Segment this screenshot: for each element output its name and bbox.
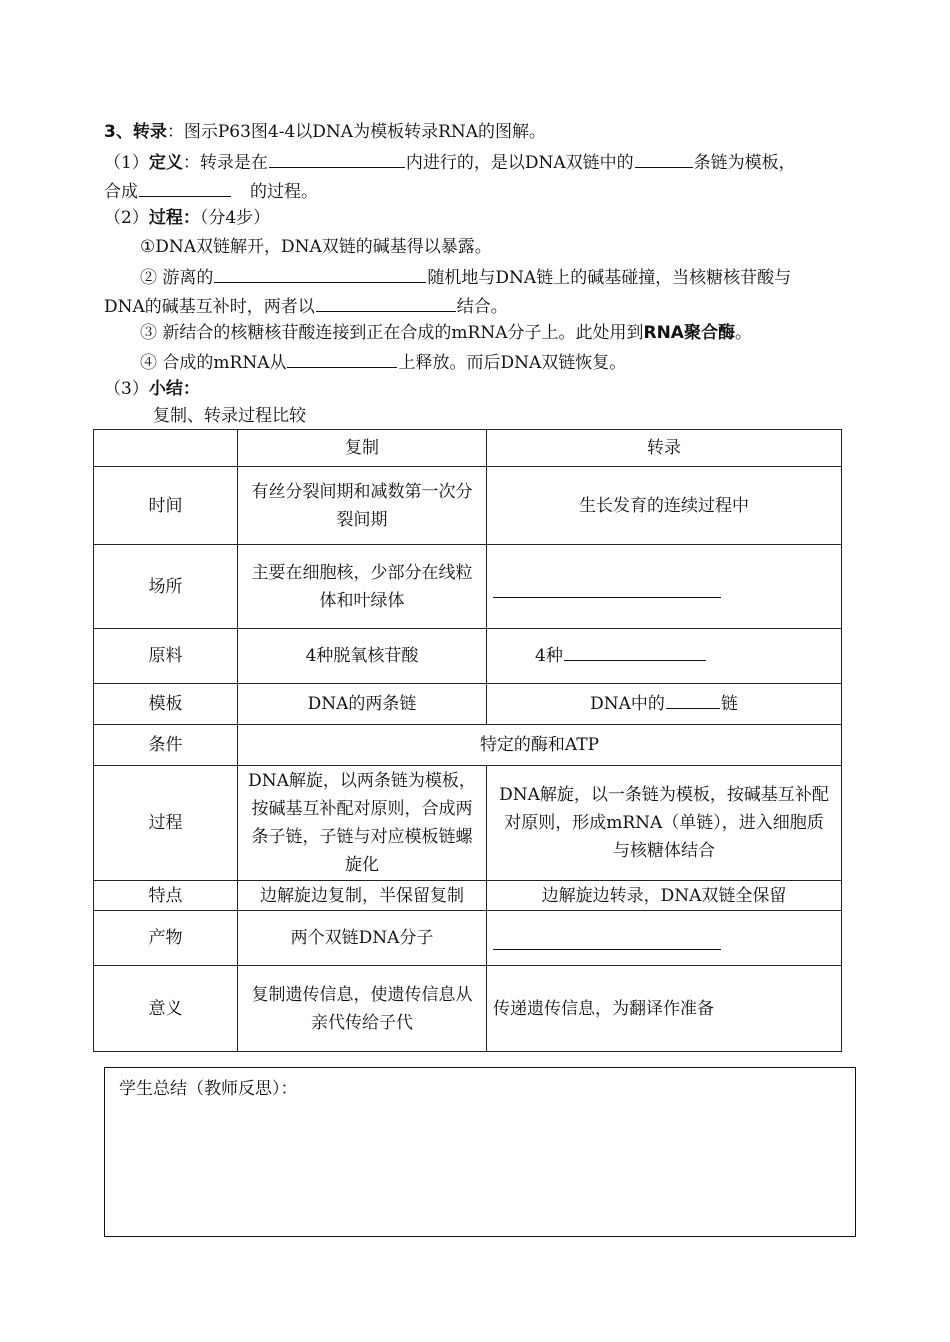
row-label-feature: 特点 [94, 881, 238, 911]
process-step-2-blank-2[interactable] [316, 294, 456, 312]
definition-prefix: （1） [104, 153, 149, 173]
process-step-3 [140, 322, 752, 344]
row-label-meaning: 意义 [94, 966, 238, 1052]
process-step-1-text: ①DNA双链解开，DNA双链的碱基得以暴露。 [140, 237, 492, 257]
summary-label: 小结： [148, 379, 200, 399]
definition-blank-strand-count[interactable] [635, 150, 693, 168]
process-step-2 [140, 265, 791, 289]
row-label-product: 产物 [94, 911, 238, 966]
table-row-product [94, 911, 842, 966]
cell-process-copy: DNA解旋，以两条链为模板，按碱基互补配对原则，合成两条子链，子链与对应模板链螺旋化 [238, 766, 487, 881]
cell-process-transcription: DNA解旋，以一条链为模板，按碱基互补配对原则，形成mRNA（单链），进入细胞质与核糖体结合 [487, 766, 842, 881]
table-row-material [94, 629, 842, 684]
cell-feature-transcription: 边解旋边转录，DNA双链全保留 [487, 881, 842, 911]
process-step-2-c: DNA的碱基互补时，两者以 [104, 297, 315, 317]
process-prefix: （2） [104, 208, 149, 228]
cell-product-transcription [487, 911, 842, 966]
process-step-3-a: ③ 新结合的核糖核苷酸连接到正在合成的mRNA分子上。此处用到 [140, 323, 644, 343]
header-copy: 复制 [238, 430, 487, 467]
template-transcription-blank[interactable] [666, 691, 720, 709]
cell-meaning-copy: 复制遗传信息，使遗传信息从亲代传给子代 [238, 966, 487, 1052]
process-heading [104, 207, 270, 229]
cell-template-transcription [487, 684, 842, 725]
process-step-2-b: 随机地与DNA链上的碱基碰撞，当核糖核苷酸与 [427, 268, 792, 288]
cell-meaning-transcription: 传递遗传信息，为翻译作准备 [487, 966, 842, 1052]
cell-condition-both: 特定的酶和ATP [238, 725, 842, 766]
process-step-4-a: ④ 合成的mRNA从 [140, 353, 287, 373]
table-row-feature [94, 881, 842, 911]
template-transcription-b: 链 [720, 694, 738, 714]
cell-material-copy: 4种脱氧核苷酸 [238, 629, 487, 684]
cell-feature-copy: 边解旋边复制，半保留复制 [238, 881, 487, 911]
process-step-3-c: 。 [734, 323, 752, 343]
table-row-template [94, 684, 842, 725]
template-transcription-a: DNA中的 [590, 694, 665, 714]
definition-text-3: 条链为模板， [693, 153, 796, 173]
section-heading [104, 121, 546, 143]
product-transcription-blank[interactable] [493, 927, 721, 950]
summary-heading [104, 378, 200, 400]
section-number: 3、 [104, 122, 133, 142]
reflection-label: 学生总结（教师反思）： [119, 1079, 298, 1099]
section-intro: 图示P63图4-4以DNA为模板转录RNA的图解。 [183, 122, 547, 142]
table-row-time [94, 467, 842, 545]
summary-prefix: （3） [104, 379, 149, 399]
row-label-template: 模板 [94, 684, 238, 725]
cell-material-transcription [487, 629, 842, 684]
section-colon: ： [166, 122, 184, 142]
process-step-4-blank[interactable] [287, 350, 397, 368]
process-step-3-enzyme: RNA聚合酶 [643, 323, 735, 343]
cell-time-transcription: 生长发育的连续过程中 [487, 467, 842, 545]
table-caption-text: 复制、转录过程比较 [153, 406, 306, 426]
table-row-meaning [94, 966, 842, 1052]
cell-template-copy: DNA的两条链 [238, 684, 487, 725]
header-empty [94, 430, 238, 467]
process-label: 过程： [148, 208, 200, 228]
table-row-condition [94, 725, 842, 766]
process-step-2-d: 结合。 [456, 297, 508, 317]
row-label-time: 时间 [94, 467, 238, 545]
definition-text-1: ：转录是在 [182, 153, 268, 173]
row-label-process: 过程 [94, 766, 238, 881]
material-transcription-text: 4种 [535, 646, 563, 666]
row-label-condition: 条件 [94, 725, 238, 766]
process-step-4 [140, 350, 626, 374]
process-step-4-b: 上释放。而后DNA双链恢复。 [398, 353, 627, 373]
process-step-2-a: ② 游离的 [140, 268, 214, 288]
cell-product-copy: 两个双链DNA分子 [238, 911, 487, 966]
process-step-1 [140, 236, 492, 258]
cell-place-copy: 主要在细胞核，少部分在线粒体和叶绿体 [238, 545, 487, 629]
table-caption [153, 405, 306, 427]
table-header-row [94, 430, 842, 467]
table-row-place [94, 545, 842, 629]
material-transcription-blank[interactable] [564, 643, 706, 661]
definition-blank-product[interactable] [139, 179, 231, 197]
definition-label: 定义 [148, 153, 183, 173]
header-transcription: 转录 [487, 430, 842, 467]
definition-text-2: 内进行的，是以DNA双链中的 [405, 153, 634, 173]
definition-text-4: 合成 [104, 182, 138, 202]
place-transcription-blank[interactable] [493, 575, 721, 598]
cell-place-transcription [487, 545, 842, 629]
definition-line-1 [104, 150, 796, 174]
definition-blank-location[interactable] [269, 150, 405, 168]
process-note: （分4步） [199, 208, 271, 228]
table-row-process [94, 766, 842, 881]
definition-line-2 [104, 179, 318, 203]
comparison-table [93, 429, 842, 1052]
cell-time-copy: 有丝分裂间期和减数第一次分裂间期 [238, 467, 487, 545]
process-step-2-cont [104, 294, 508, 318]
reflection-box[interactable] [104, 1067, 856, 1237]
section-title: 转录 [132, 122, 167, 142]
process-step-2-blank-1[interactable] [214, 265, 426, 283]
row-label-place: 场所 [94, 545, 238, 629]
definition-text-5: 的过程。 [250, 182, 318, 202]
row-label-material: 原料 [94, 629, 238, 684]
